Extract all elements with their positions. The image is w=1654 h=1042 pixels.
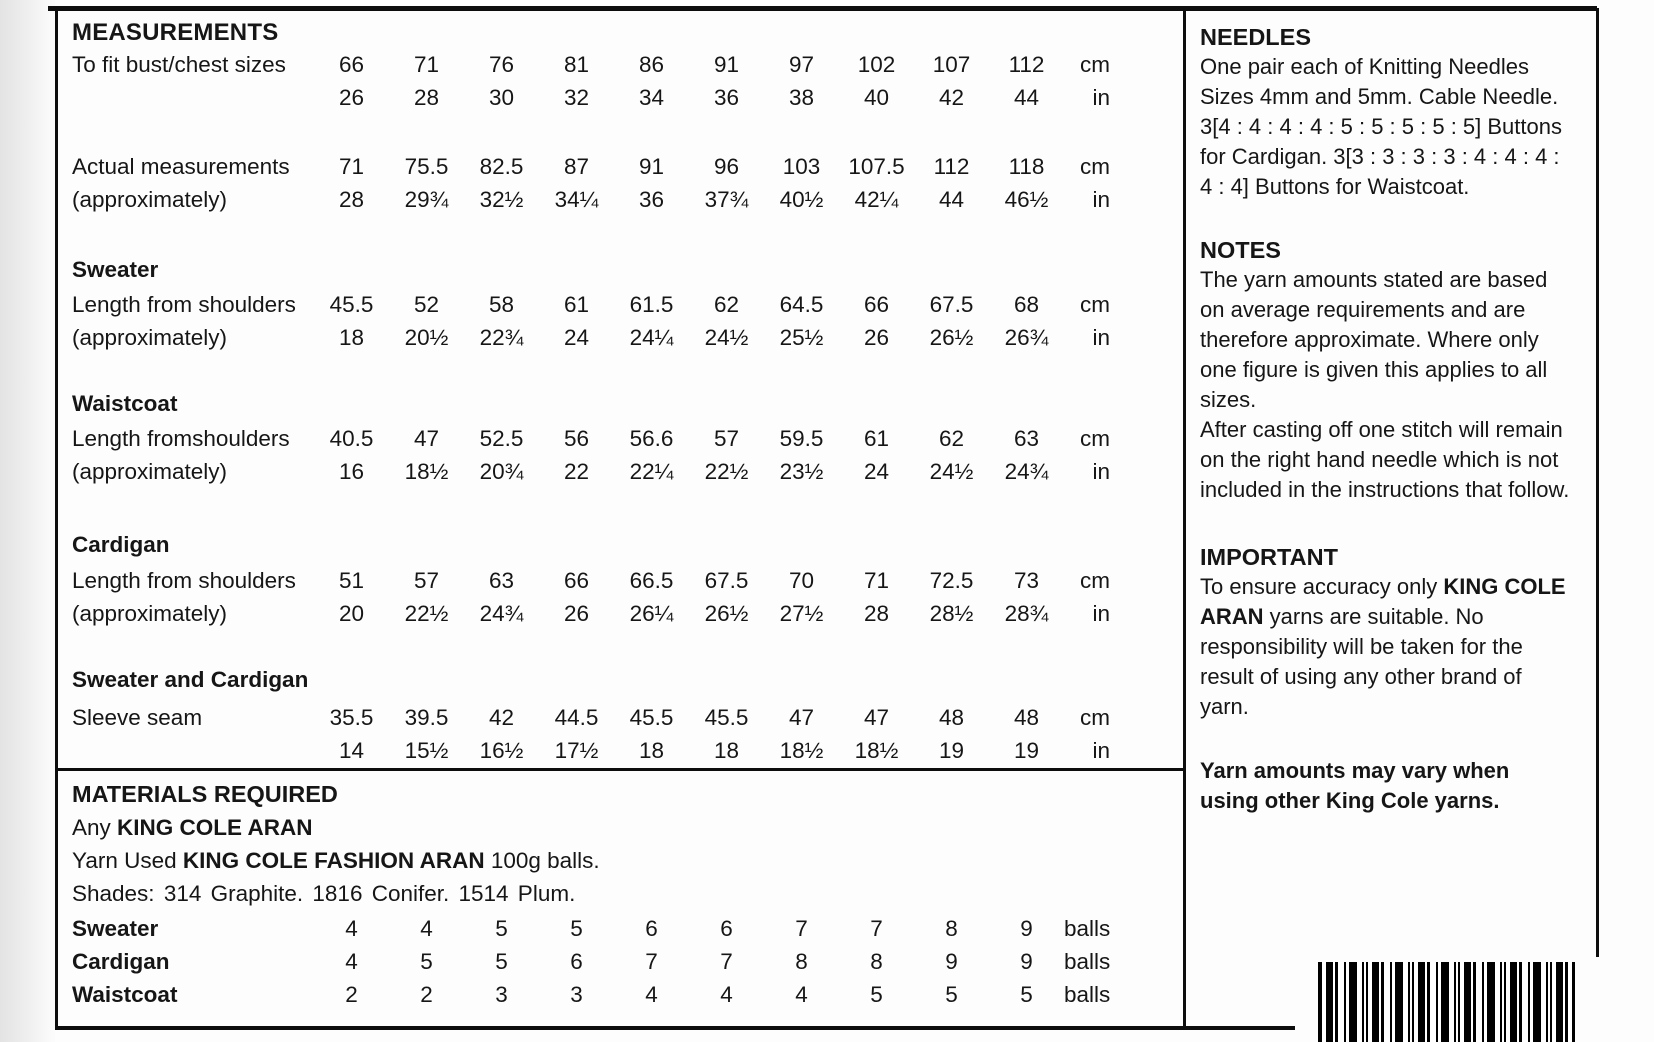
size-value: 17½ — [554, 737, 599, 763]
balls-value: 5 — [945, 981, 958, 1007]
notes-para1: The yarn amounts stated are based on average requirements and are therefore approximate. Where only one figure is given this applies to all sizes. — [1200, 267, 1548, 412]
size-value: 19 — [1013, 737, 1040, 763]
row-fit-in — [72, 81, 1180, 114]
size-value: 22½ — [404, 600, 449, 626]
needles-body: One pair each of Knitting Needles Sizes 4mm and 5mm. Cable Needle. — [1200, 54, 1559, 109]
row-label: Length fromshoulders — [72, 425, 290, 451]
size-value: 66 — [863, 291, 890, 317]
important-post: yarns are suitable. No responsibility will be taken for the result of using any other brand of yarn. — [1200, 604, 1523, 719]
row-label: (approximately) — [72, 324, 228, 350]
size-value: 52.5 — [479, 425, 524, 451]
important-brand: KING COLE ARAN — [1200, 574, 1566, 629]
row-sweater-in — [72, 321, 1180, 354]
size-value: 75.5 — [404, 153, 449, 179]
size-value: 40 — [863, 84, 890, 110]
unit-label: cm — [1080, 704, 1110, 730]
yarn-prefix: Yarn Used — [72, 847, 183, 873]
size-value: 28 — [413, 84, 440, 110]
size-value: 26¾ — [1004, 324, 1049, 350]
row-label: (approximately) — [72, 186, 228, 212]
row-balls-cardigan — [72, 945, 1180, 978]
size-value: 64.5 — [779, 291, 824, 317]
size-value: 36 — [638, 186, 665, 212]
size-value: 22½ — [704, 458, 749, 484]
size-value: 40½ — [779, 186, 824, 212]
measurements-section — [58, 10, 1180, 767]
row-label: Length from shoulders — [72, 291, 296, 317]
size-value: 24¾ — [479, 600, 524, 626]
measurements-title: MEASUREMENTS — [72, 19, 279, 46]
garment-label: Cardigan — [72, 948, 170, 974]
size-value: 91 — [713, 51, 740, 77]
balls-value: 6 — [720, 915, 733, 941]
sweater-and-cardigan-heading: Sweater and Cardigan — [72, 666, 309, 692]
yarn-suffix: 100g balls. — [484, 847, 600, 873]
size-value: 22¾ — [479, 324, 524, 350]
materials-title: MATERIALS REQUIRED — [72, 781, 338, 807]
sweater-heading: Sweater — [72, 256, 159, 282]
size-value: 97 — [788, 51, 815, 77]
column-divider-line — [1183, 8, 1186, 1030]
size-value: 18 — [638, 737, 665, 763]
size-value: 44 — [1013, 84, 1040, 110]
balls-value: 5 — [495, 948, 508, 974]
balls-value: 7 — [795, 915, 808, 941]
size-value: 39.5 — [404, 704, 449, 730]
size-value: 66 — [563, 567, 590, 593]
size-value: 18½ — [854, 737, 899, 763]
materials-section — [58, 772, 1180, 1011]
important-body — [1200, 572, 1574, 722]
balls-value: 5 — [420, 948, 433, 974]
size-value: 20 — [338, 600, 365, 626]
size-value: 14 — [338, 737, 365, 763]
unit-label: in — [1092, 600, 1110, 626]
balls-value: 5 — [870, 981, 883, 1007]
balls-value: 4 — [645, 981, 658, 1007]
size-value: 18 — [713, 737, 740, 763]
row-label: (approximately) — [72, 600, 228, 626]
unit-label: in — [1092, 737, 1110, 763]
size-value: 22¼ — [629, 458, 674, 484]
row-balls-waistcoat — [72, 978, 1180, 1011]
row-waistcoat-in — [72, 455, 1180, 488]
size-value: 103 — [782, 153, 821, 179]
row-label: Actual measurements — [72, 153, 290, 179]
size-value: 42 — [938, 84, 965, 110]
balls-value: 5 — [570, 915, 583, 941]
row-balls-sweater — [72, 912, 1180, 945]
size-value: 62 — [713, 291, 740, 317]
size-value: 66 — [338, 51, 365, 77]
size-value: 86 — [638, 51, 665, 77]
size-value: 107 — [932, 51, 971, 77]
size-value: 38 — [788, 84, 815, 110]
size-value: 67.5 — [704, 567, 749, 593]
size-value: 66.5 — [629, 567, 674, 593]
size-value: 26 — [563, 600, 590, 626]
balls-value: 6 — [645, 915, 658, 941]
row-actual-cm — [72, 150, 1180, 183]
size-value: 102 — [857, 51, 896, 77]
size-value: 26½ — [929, 324, 974, 350]
size-value: 22 — [563, 458, 590, 484]
size-value: 107.5 — [848, 153, 905, 179]
size-value: 34¼ — [554, 186, 599, 212]
size-value: 61 — [563, 291, 590, 317]
size-value: 87 — [563, 153, 590, 179]
size-value: 23½ — [779, 458, 824, 484]
unit-label: in — [1092, 458, 1110, 484]
materials-any-line — [72, 811, 1180, 844]
yarn-warning: Yarn amounts may vary when using other King Cole yarns. — [1200, 758, 1510, 813]
unit-label: in — [1092, 186, 1110, 212]
size-value: 52 — [413, 291, 440, 317]
size-value: 63 — [1013, 425, 1040, 451]
size-value: 68 — [1013, 291, 1040, 317]
balls-value: 5 — [1020, 981, 1033, 1007]
size-value: 71 — [863, 567, 890, 593]
needles-title: NEEDLES — [1200, 24, 1311, 50]
important-title: IMPORTANT — [1200, 544, 1338, 570]
size-value: 76 — [488, 51, 515, 77]
size-value: 45.5 — [704, 704, 749, 730]
size-value: 47 — [413, 425, 440, 451]
balls-value: 7 — [645, 948, 658, 974]
size-value: 59.5 — [779, 425, 824, 451]
size-value: 28 — [338, 186, 365, 212]
any-prefix: Any — [72, 814, 118, 840]
size-value: 96 — [713, 153, 740, 179]
size-value: 18½ — [404, 458, 449, 484]
size-value: 61.5 — [629, 291, 674, 317]
size-value: 48 — [1013, 704, 1040, 730]
size-value: 58 — [488, 291, 515, 317]
size-value: 29¾ — [404, 186, 449, 212]
size-value: 48 — [938, 704, 965, 730]
size-value: 26 — [863, 324, 890, 350]
balls-value: 8 — [870, 948, 883, 974]
size-value: 63 — [488, 567, 515, 593]
size-value: 46½ — [1004, 186, 1049, 212]
size-value: 62 — [938, 425, 965, 451]
size-value: 51 — [338, 567, 365, 593]
balls-value: 9 — [1020, 948, 1033, 974]
balls-value: 4 — [345, 948, 358, 974]
waistcoat-heading: Waistcoat — [72, 390, 178, 416]
balls-value: 4 — [420, 915, 433, 941]
size-value: 42¼ — [854, 186, 899, 212]
size-value: 112 — [933, 153, 970, 179]
size-value: 35.5 — [329, 704, 374, 730]
size-value: 24 — [863, 458, 890, 484]
barcode-graphic — [1318, 962, 1575, 1042]
size-value: 71 — [338, 153, 365, 179]
balls-value: 5 — [495, 915, 508, 941]
size-value: 82.5 — [479, 153, 524, 179]
row-cardigan-in — [72, 597, 1180, 630]
size-value: 91 — [638, 153, 665, 179]
any-brand: KING COLE ARAN — [117, 814, 313, 840]
size-value: 45.5 — [629, 704, 674, 730]
size-value: 19 — [938, 737, 965, 763]
size-value: 36 — [713, 84, 740, 110]
yarn-brand: KING COLE FASHION ARAN — [182, 847, 485, 873]
size-value: 73 — [1013, 567, 1040, 593]
size-value: 15½ — [404, 737, 449, 763]
row-label: Length from shoulders — [72, 567, 296, 593]
size-value: 37¾ — [704, 186, 749, 212]
size-value: 24½ — [704, 324, 749, 350]
right-border-line — [1596, 8, 1599, 957]
size-value: 57 — [413, 567, 440, 593]
balls-value: 9 — [1020, 915, 1033, 941]
size-value: 61 — [863, 425, 890, 451]
size-value: 44 — [938, 186, 965, 212]
size-value: 20¾ — [479, 458, 524, 484]
size-value: 47 — [788, 704, 815, 730]
size-value: 26 — [338, 84, 365, 110]
size-value: 56 — [563, 425, 590, 451]
balls-value: 3 — [570, 981, 583, 1007]
right-column — [1200, 10, 1574, 816]
unit-label: balls — [1064, 981, 1111, 1007]
size-value: 26½ — [704, 600, 749, 626]
row-actual-in — [72, 183, 1180, 216]
materials-shades-line: Shades: 314 Graphite. 1816 Conifer. 1514 Plum. — [72, 880, 576, 906]
row-label: (approximately) — [72, 458, 228, 484]
size-value: 30 — [488, 84, 515, 110]
size-value: 18½ — [779, 737, 824, 763]
balls-value: 7 — [720, 948, 733, 974]
size-value: 20½ — [404, 324, 449, 350]
size-value: 56.6 — [629, 425, 674, 451]
row-label: To fit bust/chest sizes — [72, 51, 286, 77]
size-value: 28¾ — [1004, 600, 1049, 626]
cardigan-heading: Cardigan — [72, 531, 170, 557]
size-value: 70 — [788, 567, 815, 593]
balls-value: 8 — [795, 948, 808, 974]
balls-value: 4 — [345, 915, 358, 941]
notes-title: NOTES — [1200, 237, 1281, 263]
size-value: 72.5 — [929, 567, 974, 593]
balls-value: 2 — [345, 981, 358, 1007]
unit-label: cm — [1080, 153, 1110, 179]
unit-label: cm — [1080, 291, 1110, 317]
scan-left-edge — [0, 0, 55, 1042]
size-value: 112 — [1008, 51, 1045, 77]
garment-label: Waistcoat — [72, 981, 178, 1007]
row-sleeve-cm — [72, 701, 1180, 734]
size-value: 28 — [863, 600, 890, 626]
size-value: 24 — [563, 324, 590, 350]
balls-value: 9 — [945, 948, 958, 974]
balls-value: 2 — [420, 981, 433, 1007]
balls-value: 4 — [720, 981, 733, 1007]
size-value: 45.5 — [329, 291, 374, 317]
size-value: 44.5 — [554, 704, 599, 730]
unit-label: cm — [1080, 425, 1110, 451]
size-value: 67.5 — [929, 291, 974, 317]
size-value: 42 — [488, 704, 515, 730]
size-value: 28½ — [929, 600, 974, 626]
balls-value: 7 — [870, 915, 883, 941]
size-value: 57 — [713, 425, 740, 451]
balls-value: 3 — [495, 981, 508, 1007]
unit-label: balls — [1064, 915, 1111, 941]
bottom-border-line — [55, 1026, 1295, 1030]
row-label: Sleeve seam — [72, 704, 203, 730]
size-value: 16½ — [479, 737, 524, 763]
row-waistcoat-cm — [72, 422, 1180, 455]
size-value: 118 — [1008, 153, 1045, 179]
size-value: 24½ — [929, 458, 974, 484]
garment-label: Sweater — [72, 915, 159, 941]
size-value: 26¼ — [629, 600, 674, 626]
row-sleeve-in — [72, 734, 1180, 767]
size-value: 18 — [338, 324, 365, 350]
size-value: 40.5 — [329, 425, 374, 451]
measurements-materials-divider — [55, 768, 1186, 771]
unit-label: cm — [1080, 51, 1110, 77]
notes-para2: After casting off one stitch will remain on the right hand needle which is not included in the instructions that follow. — [1200, 417, 1570, 502]
row-fit-cm — [72, 48, 1180, 81]
size-value: 47 — [863, 704, 890, 730]
unit-label: cm — [1080, 567, 1110, 593]
size-value: 34 — [638, 84, 665, 110]
needles-buttons: 3[4 : 4 : 4 : 4 : 5 : 5 : 5 : 5 : 5] Buttons for Cardigan. 3[3 : 3 : 3 : 3 : 4 : 4 : 4 : 4 : 4] Buttons for Waistcoat. — [1200, 114, 1562, 199]
size-value: 71 — [413, 51, 440, 77]
size-value: 32 — [563, 84, 590, 110]
size-value: 32½ — [479, 186, 524, 212]
unit-label: in — [1092, 324, 1110, 350]
size-value: 16 — [338, 458, 365, 484]
size-value: 24¼ — [629, 324, 674, 350]
size-value: 25½ — [779, 324, 824, 350]
balls-value: 6 — [570, 948, 583, 974]
unit-label: balls — [1064, 948, 1111, 974]
size-value: 27½ — [779, 600, 824, 626]
balls-value: 8 — [945, 915, 958, 941]
size-value: 81 — [563, 51, 590, 77]
important-pre: To ensure accuracy only — [1200, 574, 1444, 599]
row-cardigan-cm — [72, 564, 1180, 597]
unit-label: in — [1092, 84, 1110, 110]
materials-yarn-line — [72, 844, 1180, 877]
size-value: 24¾ — [1004, 458, 1049, 484]
row-sweater-cm — [72, 288, 1180, 321]
balls-value: 4 — [795, 981, 808, 1007]
